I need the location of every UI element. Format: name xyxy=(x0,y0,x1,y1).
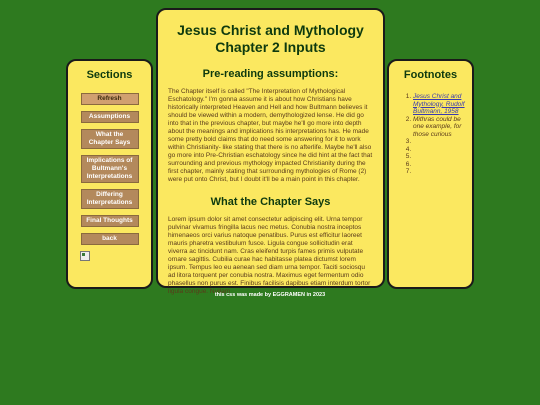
footnote-item xyxy=(413,161,466,169)
broken-image-icon xyxy=(80,251,90,261)
footnote-item xyxy=(413,168,466,176)
final-thoughts-button[interactable]: Final Thoughts xyxy=(81,215,139,227)
footnote-item xyxy=(413,153,466,161)
footnote-item xyxy=(413,146,466,154)
footnotes-title: Footnotes xyxy=(403,69,458,81)
footnote-text: Mithras could be one example, for those curious xyxy=(413,115,462,138)
what-the-chapter-says-button[interactable]: What the Chapter Says xyxy=(81,129,139,149)
sections-title: Sections xyxy=(86,69,133,81)
footer-credit: this css was made by EGGRAMEN in 2023 xyxy=(214,292,326,298)
assumptions-button[interactable]: Assumptions xyxy=(81,111,139,123)
section-heading-chapter-says: What the Chapter Says xyxy=(210,196,331,208)
implications-button[interactable]: Implications of Bultmann's Interpretations xyxy=(81,155,139,183)
differing-interpretations-button[interactable]: Differing Interpretations xyxy=(81,189,139,209)
back-button[interactable]: back xyxy=(81,233,139,245)
footnote-item xyxy=(413,116,466,139)
assumptions-paragraph: The Chapter itself is called "The Interpretation of Mythological Eschatology." I'm gonna assume it is about how Christians have historically interpreted Heaven and Hell and how Bultmann believes it should be viewed within a modern, demythologized lense. He did go into that in the previous chapter, but maybe he'll go more into depth about the meanings and implications his interpretations has. He made some pretty bold claims that do need some answering for it to work within Christianity- like stating that there is no afterlife. Maybe he'll also go more into Pre-Christian eschatology since he did hint at the fact that surrounding and previous mythology impacted Christianity during the first chapter, mainly stating that surrounding mythologies of Rome (2) were put onto Christ, but I doubt it'll be a main point in this chapter. xyxy=(168,88,373,183)
footnote-item xyxy=(413,138,466,146)
page-title: Jesus Christ and Mythology Chapter 2 Inputs xyxy=(177,22,364,55)
footnote-link[interactable]: Jesus Christ and Mythology, Rudolf Bultmann, 1958 xyxy=(413,93,465,115)
main-scroll-area[interactable] xyxy=(168,68,373,294)
chapter-says-paragraph: Lorem ipsum dolor sit amet consectetur adipiscing elit. Urna tempor pulvinar vivamus fringilla lacus nec metus. Conubia nostra inceptos himenaeos orci varius natoque penatibus. Purus est efficitur laoreet mauris pharetra vestibulum fusce. Ligula congue sollicitudin erat viverra ac tincidunt nam. Cras eleifend turpis fames primis vulputate ornare sagittis. Cubilia curae hac habitasse platea dictumst lorem ipsum. Tempus leo eu aenean sed diam urna tempor. Taciti sociosqu ad litora torquent per conubia nostra. Maximus eget fermentum odio phasellus non purus est. Finibus facilisis dapibus etiam interdum tortor ligula congue. Nullam xyxy=(168,216,371,295)
footnote-item[interactable] xyxy=(413,93,466,116)
refresh-button[interactable]: Refresh xyxy=(81,93,139,105)
footnotes-list xyxy=(395,93,466,176)
sections-sidebar xyxy=(66,59,153,289)
footnotes-sidebar xyxy=(387,59,474,289)
section-heading-assumptions: Pre-reading assumptions: xyxy=(202,68,339,80)
